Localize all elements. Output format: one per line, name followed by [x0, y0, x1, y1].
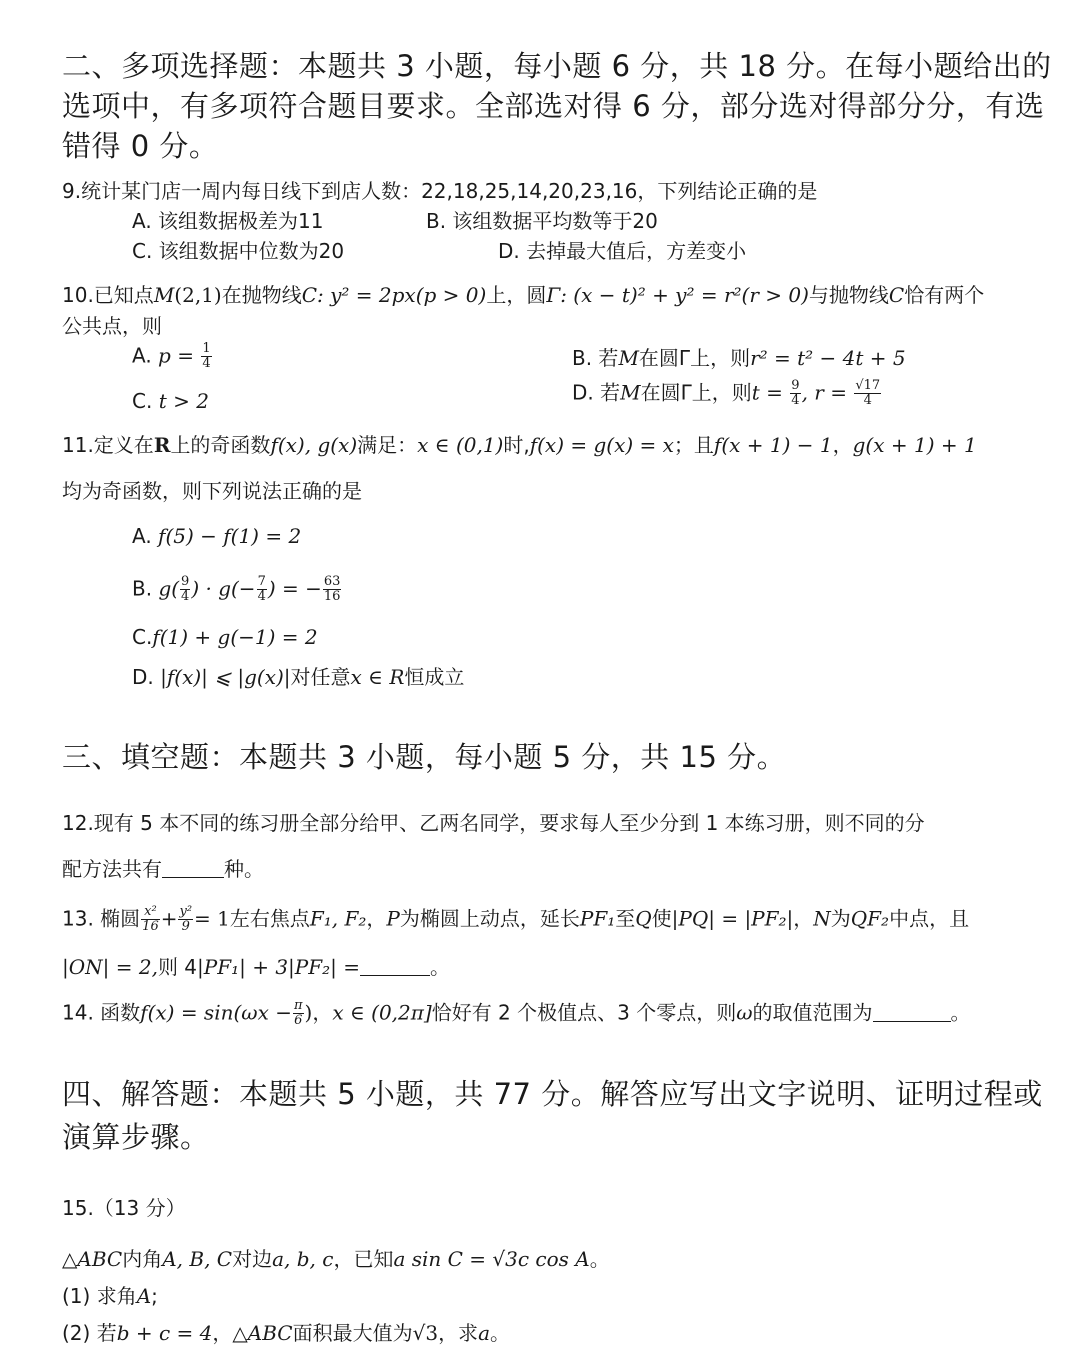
- q9-option-a: A. 该组数据极差为11: [132, 209, 324, 233]
- q12-line2: 配方法共有 种。: [62, 857, 264, 881]
- q15-part1: (1) 求角A;: [62, 1284, 158, 1308]
- q11-option-c: C.f(1) + g(−1) = 2: [132, 625, 318, 649]
- q14-line: 14. 函数f(x) = sin(ωx − $\frac{\pi}{6}$ )，x ∈ (0,2π]恰好有 2 个极值点、3 个零点，则ω的取值范围为 。: [62, 998, 971, 1028]
- q14-answer-blank: [873, 1003, 951, 1022]
- q10-stem-line2: 公共点，则: [62, 314, 162, 338]
- q13-answer-blank: [360, 957, 430, 976]
- section4-line2: 演算步骤。: [62, 1120, 210, 1154]
- q13-line2: |ON| = 2,则 4|PF₁| + 3|PF₂| = 。: [62, 955, 450, 979]
- section2-line3: 错得 0 分。: [62, 129, 219, 163]
- q15-part2: (2) 若b + c = 4，△ABC面积最大值为√3，求a。: [62, 1321, 510, 1345]
- q15-stem: △ABC内角A, B, C对边a, b, c，已知a sin C = √3c cos A。: [62, 1247, 610, 1271]
- q9-option-b: B. 该组数据平均数等于20: [426, 209, 658, 233]
- section4-line1: 四、解答题：本题共 5 小题，共 77 分。解答应写出文字说明、证明过程或: [62, 1077, 1043, 1111]
- section3-title: 三、填空题：本题共 3 小题，每小题 5 分，共 15 分。: [62, 740, 787, 774]
- q15-head: 15.（13 分）: [62, 1196, 186, 1220]
- section2-line2: 选项中，有多项符合题目要求。全部选对得 6 分，部分选对得部分分，有选: [62, 89, 1045, 123]
- q10-option-b: B. 若M在圆Γ上，则r² = t² − 4t + 5: [572, 346, 906, 370]
- q11-option-d: D. |f(x)| ⩽ |g(x)|对任意x ∈ R恒成立: [132, 665, 465, 689]
- q11-stem: 11.定义在R上的奇函数f(x), g(x)满足：x ∈ (0,1)时,f(x) = g(x) = x；且f(x + 1) − 1，g(x + 1) + 1: [62, 433, 977, 457]
- q11-option-a: A. f(5) − f(1) = 2: [132, 524, 302, 548]
- q11-option-b: B. g( $\frac{9}{4}$ ) · g(− $\frac{7}{4}$ ) = − $\frac{63}{16}$: [132, 574, 341, 604]
- q12-answer-blank: [162, 859, 224, 878]
- section2-line1: 二、多项选择题：本题共 3 小题，每小题 6 分，共 18 分。在每小题给出的: [62, 49, 1052, 83]
- q10-option-a: A. p = $\frac{1}{4}$: [132, 341, 211, 371]
- q9-option-c: C. 该组数据中位数为20: [132, 239, 345, 263]
- q12-line1: 12.现有 5 本不同的练习册全部分给甲、乙两名同学，要求每人至少分到 1 本练习册，则不同的分: [62, 811, 925, 835]
- q9-option-d: D. 去掉最大值后，方差变小: [498, 239, 747, 263]
- q9-stem: 9.统计某门店一周内每日线下到店人数：22,18,25,14,20,23,16，下列结论正确的是: [62, 179, 818, 203]
- q10-option-d: D. 若M在圆Γ上，则t = $\frac{9}{4}$ , r = $\frac{√17}{4}$: [572, 378, 881, 408]
- q10-option-c: C. t > 2: [132, 389, 209, 413]
- q13-line1: 13. 椭圆 $\frac{\text{x²}}{16}$ + $\frac{\text{y²}}{9}$ = 1左右焦点F₁, F₂，P为椭圆上动点，延长PF₁至Q使|PQ| = |PF₂|，N为QF₂中点，且: [62, 904, 970, 934]
- q11-stem-line2: 均为奇函数，则下列说法正确的是: [62, 479, 362, 503]
- q10-stem: 10.已知点M(2,1)在抛物线C: y² = 2px(p > 0)上，圆Γ: (x − t)² + y² = r²(r > 0)与抛物线C恰有两个: [62, 283, 985, 307]
